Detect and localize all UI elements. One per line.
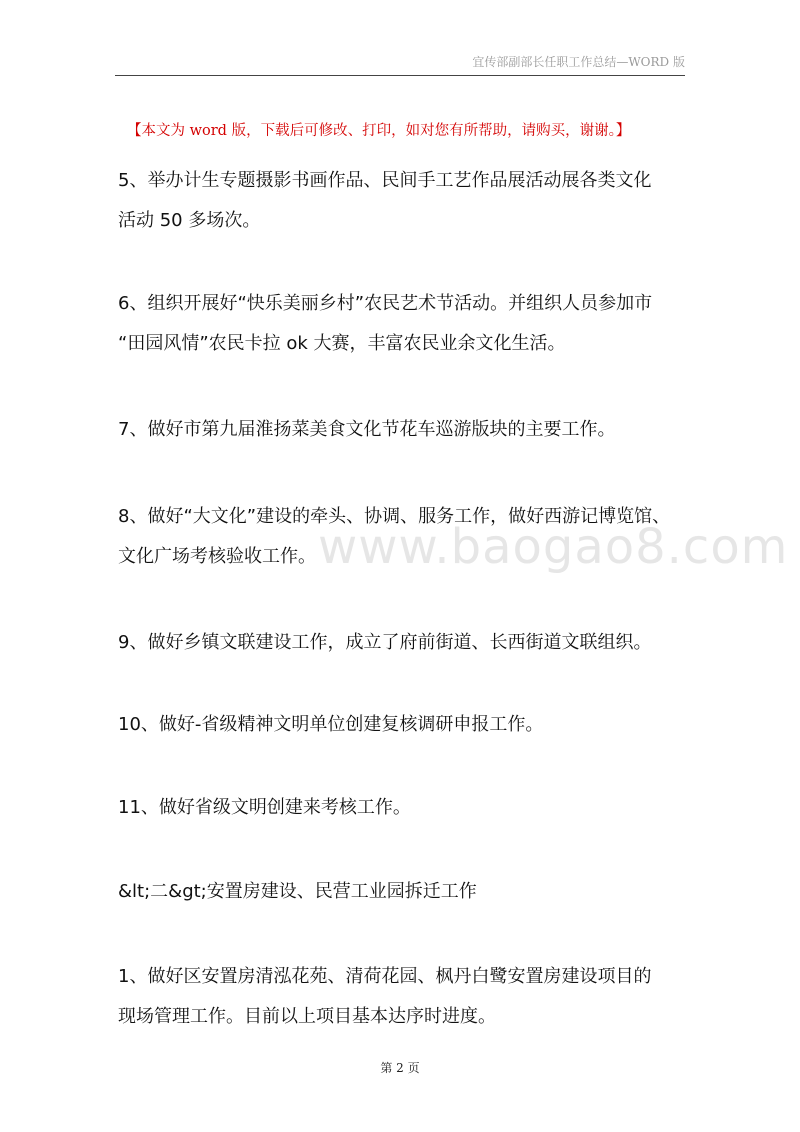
- paragraph-line: 7、做好市第九届淮扬菜美食文化节花车巡游版块的主要工作。: [118, 419, 616, 440]
- paragraph-11: [118, 788, 688, 828]
- paragraph-line: 9、做好乡镇文联建设工作，成立了府前街道、长西街道文联组织。: [118, 632, 652, 653]
- paragraph-5: [118, 161, 688, 241]
- paragraph-section2-1: [118, 957, 688, 1037]
- watermark: www.baogao8.com: [318, 519, 789, 575]
- paragraph-6: [118, 284, 688, 364]
- paragraph-7: [118, 410, 688, 450]
- download-notice: 【本文为 word 版，下载后可修改、打印，如对您有所帮助，请购买，谢谢。】: [127, 123, 631, 139]
- paragraph-line: 11、做好省级文明创建来考核工作。: [118, 797, 411, 818]
- paragraph-line: 10、做好-省级精神文明单位创建复核调研申报工作。: [118, 714, 544, 735]
- paragraph-line: “田园风情”农民卡拉 ok 大赛，丰富农民业余文化生活。: [118, 333, 566, 354]
- paragraph-9: [118, 623, 688, 663]
- page-number: 第 2 页: [380, 1061, 420, 1075]
- section-heading: [118, 872, 688, 912]
- paragraph-line: 8、做好“大文化”建设的牵头、协调、服务工作，做好西游记博览馆、: [118, 506, 671, 527]
- paragraph-line: 现场管理工作。目前以上项目基本达序时进度。: [118, 1006, 496, 1027]
- paragraph-10: [118, 705, 688, 745]
- paragraph-line: 文化广场考核验收工作。: [118, 546, 316, 567]
- header-rule: [115, 75, 685, 76]
- paragraph-line: 活动 50 多场次。: [118, 210, 261, 231]
- paragraph-line: 1、做好区安置房清泓花苑、清荷花园、枫丹白鹭安置房建设项目的: [118, 966, 652, 987]
- header-title: 宜传部副部长任职工作总结—WORD 版: [472, 55, 685, 69]
- paragraph-line: 5、举办计生专题摄影书画作品、民间手工艺作品展活动展各类文化: [118, 170, 652, 191]
- paragraph-line: 6、组织开展好“快乐美丽乡村”农民艺术节活动。并组织人员参加市: [118, 293, 653, 314]
- section-heading-text: &lt;二&gt;安置房建设、民营工业园拆迁工作: [118, 881, 477, 902]
